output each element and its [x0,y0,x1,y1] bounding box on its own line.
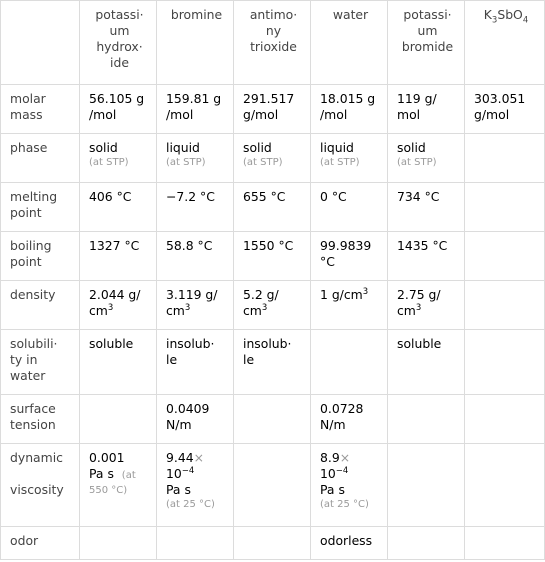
value-line: 99.9839 [320,238,372,253]
header-line: ide [110,55,129,70]
header-line: water [332,7,369,22]
cell-melting-point-k3sbo4 [465,183,545,232]
value-line [320,450,381,466]
unit-exponent: 3 [184,302,191,313]
cell-phase-potassium-bromide [388,134,465,183]
header-line: trioxide [250,39,297,54]
value-line: solid [89,140,118,155]
row-label-line: tension [10,417,56,432]
header-line: um [109,23,130,38]
unit-exponent: 3 [261,302,268,313]
row-label-dynamic-viscosity [1,444,80,527]
cell-boiling-point-k3sbo4 [465,232,545,281]
value-line: 0.0409 [166,401,210,416]
cell-density-potassium-bromide [388,281,465,330]
header-line: bromide [401,39,454,54]
value-line [166,466,227,482]
row-label-line: odor [10,533,39,548]
row-label-line: surface [10,401,56,416]
row-solubility [1,330,545,395]
value-line: g/mol [474,107,510,122]
value-line: soluble [397,336,442,351]
row-label-spacer [10,466,73,482]
value-line: /mol [166,107,194,122]
value-line: 119 g/ [397,91,437,106]
value-line: le [166,352,178,367]
value-unit: cm [89,303,108,318]
cell-molar-mass-potassium-bromide [388,85,465,134]
cell-odor-potassium-bromide [388,527,465,560]
value-unit: cm [243,303,262,318]
row-label-solubility [1,330,80,395]
row-label-line: dynamic [10,450,63,465]
cell-molar-mass-antimony-trioxide [234,85,311,134]
cell-surface-tension-water [311,395,388,444]
cell-viscosity-bromine [157,444,234,527]
row-dynamic-viscosity [1,444,545,527]
row-label-phase [1,134,80,183]
cell-melting-point-bromine: −7.2 °C [157,183,234,232]
condition-note: 550 °C) [89,485,128,496]
header-line: ny [265,23,282,38]
value-line: 303.051 [474,91,526,106]
cell-density-antimony-trioxide [234,281,311,330]
cell-surface-tension-antimony-trioxide [234,395,311,444]
value-line: insolub· [243,336,292,351]
cell-surface-tension-k3sbo4 [465,395,545,444]
cell-surface-tension-potassium-bromide [388,395,465,444]
row-label-line: viscosity [10,482,64,497]
cell-surface-tension-potassium-hydroxide [80,395,157,444]
cell-melting-point-potassium-bromide: 734 °C [388,183,465,232]
row-label-surface-tension [1,395,80,444]
value-line: 1550 °C [243,238,294,253]
value-line: 0.001 [89,450,125,465]
cell-boiling-point-potassium-bromide [388,232,465,281]
condition-note: (at [121,470,136,481]
cell-odor-bromine [157,527,234,560]
row-label-density [1,281,80,330]
cell-melting-point-water: 0 °C [311,183,388,232]
cell-density-bromine [157,281,234,330]
value-mantissa: 9.44 [166,450,194,465]
value-line: mol [397,107,421,122]
value-line: 56.105 g [89,91,145,106]
value-line [89,466,150,484]
value-line: insolub· [166,336,215,351]
value-unit: Pa s [320,482,345,497]
value-line: solid [397,140,426,155]
row-label-line: mass [10,107,43,122]
row-label-boiling-point [1,232,80,281]
times-sign: × [193,450,204,465]
cell-density-water [311,281,388,330]
value-line: 1 g/cm [320,287,363,302]
condition-note: (at STP) [397,157,437,168]
value-line: 2.044 g/ [89,287,141,302]
cell-phase-antimony-trioxide [234,134,311,183]
column-header-water [311,1,388,85]
cell-molar-mass-bromine [157,85,234,134]
value-line: 5.2 g/ [243,287,279,302]
column-header-potassium-hydroxide [80,1,157,85]
times-sign: × [339,450,351,465]
row-label-line: melting [10,189,58,204]
row-density [1,281,545,330]
cell-phase-bromine [157,134,234,183]
cell-odor-k3sbo4 [465,527,545,560]
cell-molar-mass-potassium-hydroxide [80,85,157,134]
value-line: N/m [166,417,192,432]
value-unit: cm [397,303,416,318]
header-line: bromine [170,7,223,22]
row-label-line: point [10,205,42,220]
cell-solubility-potassium-bromide [388,330,465,395]
cell-solubility-k3sbo4 [465,330,545,395]
header-row [1,1,545,85]
column-header-k3sbo4 [465,1,545,85]
column-header-bromine [157,1,234,85]
cell-surface-tension-bromine [157,395,234,444]
header-line: antimo· [249,7,298,22]
header-line: um [417,23,438,38]
cell-viscosity-antimony-trioxide [234,444,311,527]
column-header-potassium-bromide [388,1,465,85]
value-line: liquid [166,140,200,155]
cell-boiling-point-water [311,232,388,281]
value-line: g/mol [243,107,279,122]
cell-solubility-water [311,330,388,395]
cell-solubility-antimony-trioxide [234,330,311,395]
row-phase [1,134,545,183]
cell-density-k3sbo4 [465,281,545,330]
cell-melting-point-antimony-trioxide: 655 °C [234,183,311,232]
value-unit: Pa s [89,466,114,481]
value-line: /mol [89,107,117,122]
row-label-line: molar [10,91,46,106]
row-boiling-point [1,232,545,281]
cell-melting-point-potassium-hydroxide: 406 °C [80,183,157,232]
condition-note: (at 25 °C) [166,499,215,510]
row-melting-point [1,183,545,232]
cell-odor-antimony-trioxide [234,527,311,560]
row-label-line: water [10,368,46,383]
row-molar-mass [1,85,545,134]
formula-subscript: 3 [491,15,498,26]
cell-phase-potassium-hydroxide [80,134,157,183]
cell-molar-mass-water [311,85,388,134]
value-line [166,450,227,466]
condition-note: (at STP) [89,157,129,168]
cell-boiling-point-potassium-hydroxide [80,232,157,281]
value-exponent: −4 [181,465,195,476]
cell-viscosity-potassium-hydroxide [80,444,157,527]
row-label-line: phase [10,140,48,155]
row-label-line: solubili· [10,336,58,351]
value-unit: Pa s [166,482,191,497]
value-line: 2.75 g/ [397,287,441,302]
row-label-molar-mass [1,85,80,134]
condition-note: (at STP) [243,157,283,168]
cell-phase-water [311,134,388,183]
cell-odor-water: odorless [311,527,388,560]
cell-boiling-point-antimony-trioxide [234,232,311,281]
cell-viscosity-water [311,444,388,527]
value-line: 159.81 g [166,91,222,106]
row-surface-tension [1,395,545,444]
cell-phase-k3sbo4 [465,134,545,183]
value-mantissa: 8.9 [320,450,340,465]
unit-exponent: 3 [107,302,114,313]
cell-boiling-point-bromine [157,232,234,281]
value-line: 3.119 g/ [166,287,218,302]
value-line: 0.0728 [320,401,364,416]
header-line: potassi· [95,7,144,22]
value-line: 58.8 °C [166,238,213,253]
formula-part: K [483,7,492,22]
row-label-line: ty in [10,352,38,367]
value-line: solid [243,140,272,155]
unit-exponent: 3 [362,286,369,297]
condition-note: (at 25 °C) [320,499,369,510]
formula-part: SbO [497,7,523,22]
value-line: N/m [320,417,346,432]
condition-note: (at STP) [320,157,360,168]
cell-viscosity-k3sbo4 [465,444,545,527]
row-label-line: density [10,287,56,302]
value-line: 1327 °C [89,238,140,253]
cell-molar-mass-k3sbo4 [465,85,545,134]
column-header-antimony-trioxide [234,1,311,85]
value-base: 10 [166,466,182,481]
value-line: liquid [320,140,354,155]
row-odor [1,527,545,560]
row-label-melting-point [1,183,80,232]
value-base: 10 [320,466,336,481]
value-line: le [243,352,255,367]
value-line: 291.517 [243,91,295,106]
cell-solubility-bromine [157,330,234,395]
cell-solubility-potassium-hydroxide [80,330,157,395]
value-line: 1435 °C [397,238,448,253]
unit-exponent: 3 [415,302,422,313]
value-exponent: −4 [335,465,349,476]
value-line: °C [320,254,335,269]
condition-note: (at STP) [166,157,206,168]
cell-viscosity-potassium-bromide [388,444,465,527]
header-line: potassi· [403,7,452,22]
value-line [320,466,381,482]
value-line: 18.015 g [320,91,376,106]
corner-cell [1,1,80,85]
cell-odor-potassium-hydroxide [80,527,157,560]
row-label-line: point [10,254,42,269]
formula-subscript: 4 [522,15,529,26]
value-line: /mol [320,107,348,122]
row-label-odor [1,527,80,560]
row-label-line: boiling [10,238,52,253]
value-unit: cm [166,303,185,318]
header-line: hydrox· [96,39,143,54]
cell-density-potassium-hydroxide [80,281,157,330]
value-line: soluble [89,336,134,351]
